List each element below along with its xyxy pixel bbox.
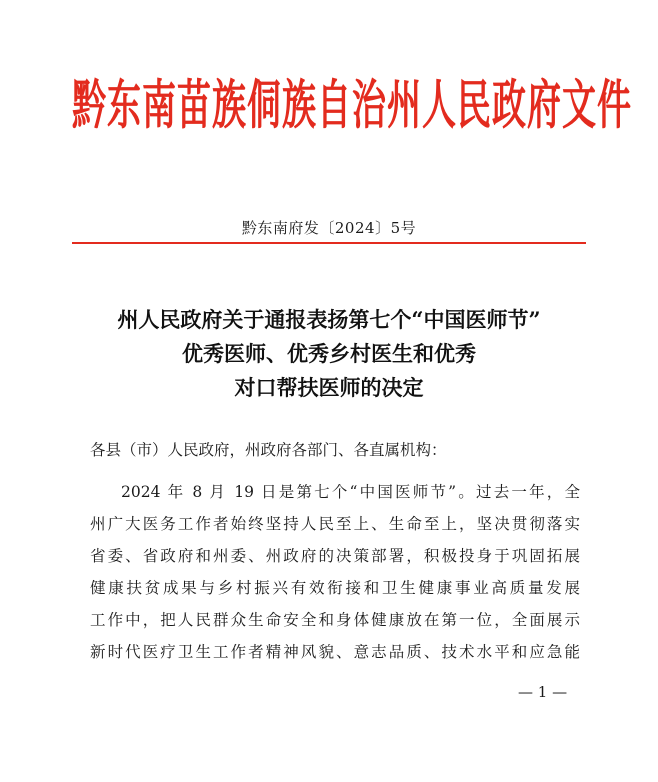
document-number: 黔东南府发〔2024〕5号: [241, 219, 417, 237]
red-separator-line: [72, 242, 586, 244]
salutation: 各县（市）人民政府，州政府各部门、各直属机构：: [90, 441, 447, 459]
page-number: — 1 —: [518, 683, 568, 701]
title-line: 对口帮扶医师的决定: [234, 375, 424, 400]
body-line: 2024 年 8 月 19 日是第七个“中国医师节”。过去一年，全: [121, 483, 580, 501]
issuer-masthead: 黔东南苗族侗族自治州人民政府文件: [72, 75, 632, 137]
body-line: 健康扶贫成果与乡村振兴有效衔接和卫生健康事业高质量发展: [90, 579, 580, 597]
title-line: 优秀医师、优秀乡村医生和优秀: [182, 341, 476, 366]
body-line: 州广大医务工作者始终坚持人民至上、生命至上，坚决贯彻落实: [90, 515, 580, 533]
body-line: 省委、省政府和州委、州政府的决策部署，积极投身于巩固拓展: [90, 547, 580, 565]
document-title: [60, 303, 598, 405]
body-line: 新时代医疗卫生工作者精神风貌、意志品质、技术水平和应急能: [90, 643, 580, 661]
body-line: 工作中，把人民群众生命安全和身体健康放在第一位，全面展示: [90, 611, 580, 629]
body-paragraph: [90, 476, 580, 668]
title-line: 州人民政府关于通报表扬第七个“中国医师节”: [117, 307, 541, 332]
